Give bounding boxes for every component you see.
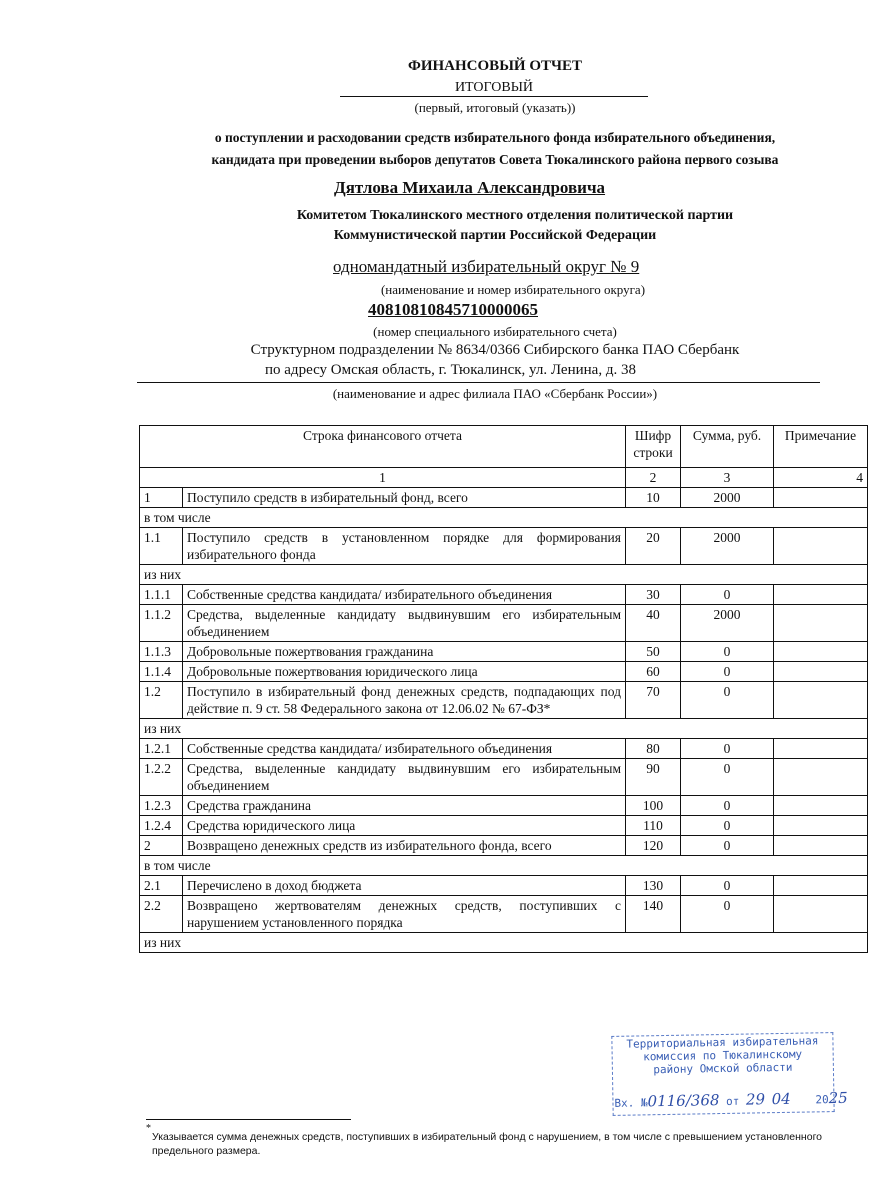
row-description: Добровольные пожертвования юридического лица bbox=[183, 662, 626, 682]
row-description: Возвращено денежных средств из избирательного фонда, всего bbox=[183, 836, 626, 856]
row-code: 60 bbox=[626, 662, 681, 682]
col-number-4: 4 bbox=[774, 468, 868, 488]
committee-line2: Коммунистической партии Российской Федерации bbox=[333, 228, 657, 243]
row-code: 30 bbox=[626, 585, 681, 605]
row-sum: 0 bbox=[681, 682, 774, 719]
row-sum: 0 bbox=[681, 876, 774, 896]
row-note bbox=[774, 662, 868, 682]
table-row bbox=[140, 836, 868, 856]
registration-stamp bbox=[611, 1032, 848, 1116]
row-note bbox=[774, 759, 868, 796]
row-note bbox=[774, 739, 868, 759]
table-row bbox=[140, 488, 868, 508]
row-sum: 0 bbox=[681, 896, 774, 933]
row-code: 20 bbox=[626, 528, 681, 565]
row-description: Собственные средства кандидата/ избирательного объединения bbox=[183, 585, 626, 605]
row-note bbox=[774, 836, 868, 856]
row-note bbox=[774, 796, 868, 816]
row-note bbox=[774, 816, 868, 836]
stamp-date-from: от bbox=[725, 1094, 740, 1108]
table-row bbox=[140, 796, 868, 816]
report-title: ФИНАНСОВЫЙ ОТЧЕТ bbox=[407, 58, 583, 74]
row-code: 10 bbox=[626, 488, 681, 508]
row-note bbox=[774, 896, 868, 933]
table-body bbox=[140, 488, 868, 953]
table-row bbox=[140, 642, 868, 662]
row-number: 1.1 bbox=[140, 528, 183, 565]
row-code: 70 bbox=[626, 682, 681, 719]
section-label: в том числе bbox=[140, 856, 868, 876]
header-code: Шифр строки bbox=[626, 426, 681, 468]
row-code: 50 bbox=[626, 642, 681, 662]
bank-underline bbox=[137, 382, 820, 383]
row-description: Перечислено в доход бюджета bbox=[183, 876, 626, 896]
financial-report-table bbox=[139, 425, 868, 953]
table-row bbox=[140, 605, 868, 642]
report-type: ИТОГОВЫЙ bbox=[340, 80, 648, 97]
bank-line2: по адресу Омская область, г. Тюкалинск, ул. Ленина, д. 38 bbox=[265, 362, 636, 378]
table-header-row bbox=[140, 426, 868, 468]
stamp-line2: комиссия по Тюкалинскому bbox=[643, 1047, 803, 1064]
row-description: Поступило в избирательный фонд денежных средств, подпадающих под действие п. 9 ст. 58 Федерального закона от 12.06.02 № 67-ФЗ* bbox=[183, 682, 626, 719]
report-type-note: (первый, итоговый (указать)) bbox=[414, 100, 576, 115]
footnote-divider bbox=[146, 1119, 351, 1120]
table-row bbox=[140, 682, 868, 719]
col-number-1: 1 bbox=[140, 468, 626, 488]
row-note bbox=[774, 605, 868, 642]
table-row bbox=[140, 585, 868, 605]
row-note bbox=[774, 642, 868, 662]
header-note: Примечание bbox=[774, 426, 868, 468]
row-note bbox=[774, 682, 868, 719]
electoral-district-note: (наименование и номер избирательного округа) bbox=[380, 282, 646, 297]
row-number: 2.1 bbox=[140, 876, 183, 896]
footnote-text: Указывается сумма денежных средств, поступивших в избирательный фонд с нарушением, в том числе с превышением установленного предельного размера. bbox=[152, 1131, 823, 1157]
row-code: 140 bbox=[626, 896, 681, 933]
row-note bbox=[774, 488, 868, 508]
row-sum: 0 bbox=[681, 585, 774, 605]
bank-note: (наименование и адрес филиала ПАО «Сбербанк России») bbox=[332, 386, 658, 401]
row-sum: 0 bbox=[681, 642, 774, 662]
table-section-row bbox=[140, 565, 868, 585]
row-sum: 0 bbox=[681, 816, 774, 836]
col-number-2: 2 bbox=[626, 468, 681, 488]
row-note bbox=[774, 528, 868, 565]
row-number: 1.2.1 bbox=[140, 739, 183, 759]
row-sum: 0 bbox=[681, 836, 774, 856]
row-code: 90 bbox=[626, 759, 681, 796]
row-number: 1.2 bbox=[140, 682, 183, 719]
stamp-line3: району Омской области bbox=[653, 1060, 793, 1077]
section-label: из них bbox=[140, 719, 868, 739]
row-number: 1.2.2 bbox=[140, 759, 183, 796]
column-number-row bbox=[140, 468, 868, 488]
row-number: 2 bbox=[140, 836, 183, 856]
row-number: 1.1.2 bbox=[140, 605, 183, 642]
row-description: Средства юридического лица bbox=[183, 816, 626, 836]
row-description: Средства, выделенные кандидату выдвинувшим его избирательным объединением bbox=[183, 605, 626, 642]
bank-line1: Структурном подразделении № 8634/0366 Сибирского банка ПАО Сбербанк bbox=[250, 342, 740, 358]
row-sum: 0 bbox=[681, 662, 774, 682]
table-row bbox=[140, 739, 868, 759]
row-description: Средства гражданина bbox=[183, 796, 626, 816]
header-line: Строка финансового отчета bbox=[140, 426, 626, 468]
report-description-line2: кандидата при проведении выборов депутатов Совета Тюкалинского района первого созыва bbox=[211, 152, 779, 167]
row-number: 2.2 bbox=[140, 896, 183, 933]
row-note bbox=[774, 876, 868, 896]
header-sum: Сумма, руб. bbox=[681, 426, 774, 468]
table-row bbox=[140, 759, 868, 796]
stamp-reg-prefix: Вх. № bbox=[614, 1096, 648, 1110]
report-description-line1: о поступлении и расходовании средств избирательного фонда избирательного объединения, bbox=[214, 130, 776, 145]
row-code: 120 bbox=[626, 836, 681, 856]
stamp-date-day: 29 bbox=[745, 1090, 766, 1109]
row-description: Поступило средств в установленном порядке для формирования избирательного фонда bbox=[183, 528, 626, 565]
row-code: 130 bbox=[626, 876, 681, 896]
row-sum: 2000 bbox=[681, 528, 774, 565]
committee-line1: Комитетом Тюкалинского местного отделения политической партии bbox=[296, 208, 734, 223]
table-section-row bbox=[140, 933, 868, 953]
account-number: 40810810845710000065 bbox=[368, 300, 538, 319]
row-sum: 2000 bbox=[681, 605, 774, 642]
row-description: Средства, выделенные кандидату выдвинувшим его избирательным объединением bbox=[183, 759, 626, 796]
table-row bbox=[140, 896, 868, 933]
row-sum: 0 bbox=[681, 796, 774, 816]
stamp-date-month: 04 bbox=[771, 1089, 791, 1109]
candidate-name: Дятлова Михаила Александровича bbox=[334, 178, 606, 197]
table-section-row bbox=[140, 508, 868, 528]
section-label: из них bbox=[140, 933, 868, 953]
electoral-district: одномандатный избирательный округ № 9 bbox=[333, 257, 640, 276]
table-row bbox=[140, 662, 868, 682]
row-description: Возвращено жертвователям денежных средств, поступивших с нарушением установленного порядка bbox=[183, 896, 626, 933]
row-description: Добровольные пожертвования гражданина bbox=[183, 642, 626, 662]
row-code: 110 bbox=[626, 816, 681, 836]
row-number: 1 bbox=[140, 488, 183, 508]
account-number-note: (номер специального избирательного счета) bbox=[373, 324, 617, 339]
table-section-row bbox=[140, 856, 868, 876]
row-description: Поступило средств в избирательный фонд, всего bbox=[183, 488, 626, 508]
stamp-reg-number: 0116/368 bbox=[647, 1091, 720, 1111]
row-sum: 0 bbox=[681, 739, 774, 759]
row-number: 1.2.3 bbox=[140, 796, 183, 816]
row-number: 1.1.4 bbox=[140, 662, 183, 682]
table-row bbox=[140, 528, 868, 565]
row-code: 100 bbox=[626, 796, 681, 816]
col-number-3: 3 bbox=[681, 468, 774, 488]
stamp-line1: Территориальная избирательная bbox=[626, 1034, 819, 1051]
table-row bbox=[140, 816, 868, 836]
table-row bbox=[140, 876, 868, 896]
row-description: Собственные средства кандидата/ избирательного объединения bbox=[183, 739, 626, 759]
row-sum: 2000 bbox=[681, 488, 774, 508]
row-number: 1.1.3 bbox=[140, 642, 183, 662]
row-note bbox=[774, 585, 868, 605]
row-number: 1.2.4 bbox=[140, 816, 183, 836]
row-number: 1.1.1 bbox=[140, 585, 183, 605]
section-label: в том числе bbox=[140, 508, 868, 528]
stamp-year-suffix: 25 bbox=[828, 1088, 848, 1108]
row-code: 80 bbox=[626, 739, 681, 759]
footnote-mark: * bbox=[146, 1123, 151, 1134]
row-sum: 0 bbox=[681, 759, 774, 796]
table-section-row bbox=[140, 719, 868, 739]
row-code: 40 bbox=[626, 605, 681, 642]
stamp-year-prefix: 20 bbox=[815, 1093, 829, 1107]
section-label: из них bbox=[140, 565, 868, 585]
